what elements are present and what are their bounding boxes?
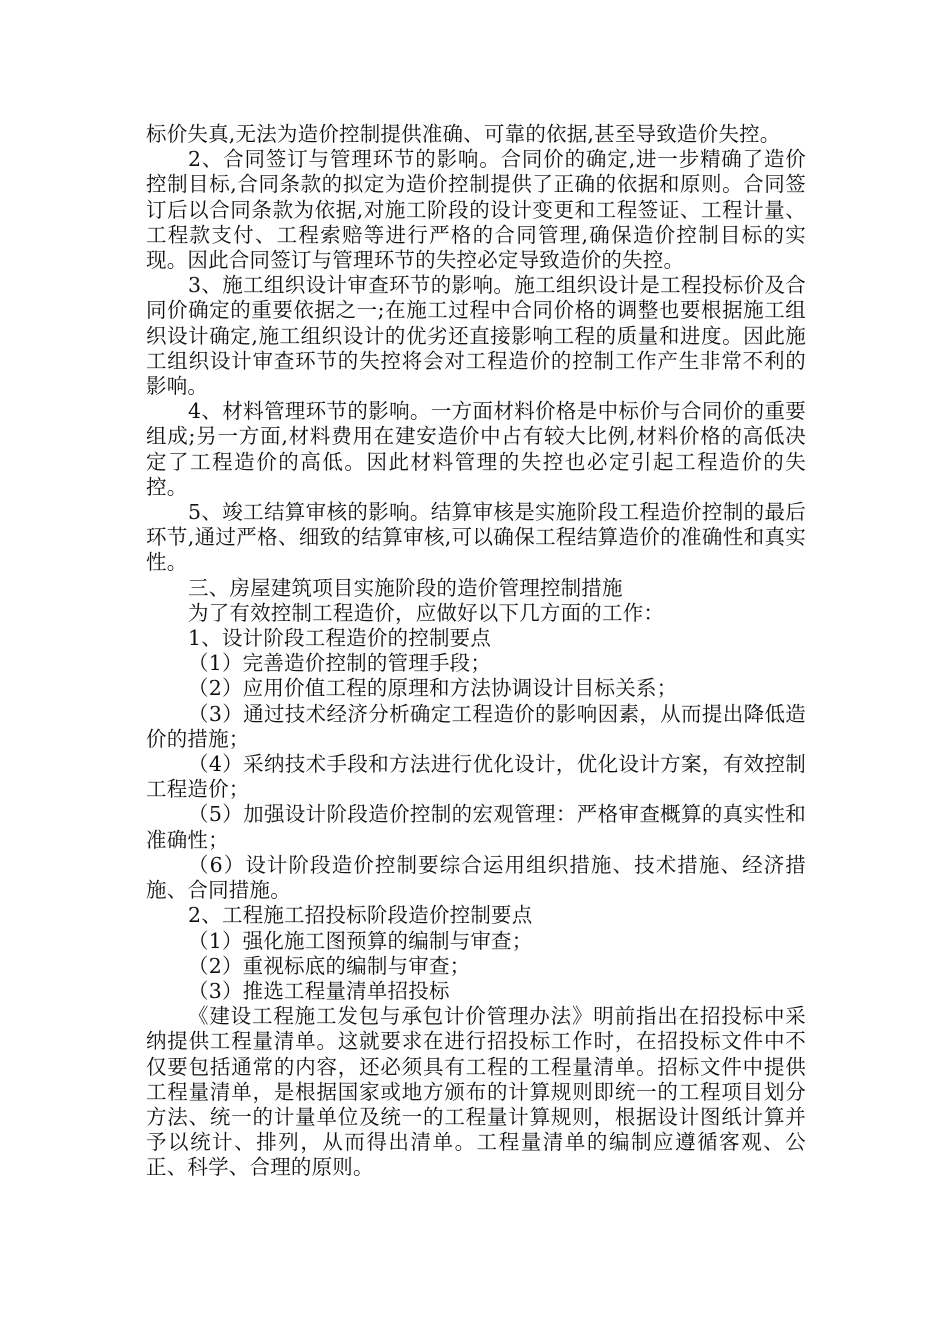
section-heading-3: 三、房屋建筑项目实施阶段的造价管理控制措施 <box>188 575 623 600</box>
list-item: （2）重视标底的编制与审查； <box>188 953 471 978</box>
list-item: （3）推选工程量清单招投标 <box>188 978 450 1003</box>
subheading-bidding-stage: 2、工程施工招投标阶段造价控制要点 <box>188 903 533 928</box>
list-item: （3）通过技术经济分析确定工程造价的影响因素，从而提出降低造价的措施； <box>146 701 806 751</box>
paragraph-construction-design-review: 3、施工组织设计审查环节的影响。施工组织设计是工程投标价及合同价确定的重要依据之一;在施工过程中合同价格的调整也要根据施工组织设计确定,施工组织设计的优劣还直接影响工程的质量和进度。因此施工组织设计审查环节的失控将会对工程造价的控制工作产生非常不利的影响。 <box>146 273 806 399</box>
list-item: （1）强化施工图预算的编制与审查； <box>188 928 533 953</box>
document-body <box>146 122 806 1181</box>
list-item: （6）设计阶段造价控制要综合运用组织措施、技术措施、经济措施、合同措施。 <box>146 852 806 903</box>
paragraph-settlement-audit: 5、竣工结算审核的影响。结算审核是实施阶段工程造价控制的最后环节,通过严格、细致的结算审核,可以确保工程结算造价的准确性和真实性。 <box>146 500 806 575</box>
list-item: （5）加强设计阶段造价控制的宏观管理：严格审查概算的真实性和准确性； <box>146 802 806 852</box>
paragraph-intro: 为了有效控制工程造价，应做好以下几方面的工作： <box>188 600 665 625</box>
list-item: （4）采纳技术手段和方法进行优化设计，优化设计方案，有效控制工程造价； <box>146 752 806 802</box>
list-item: （2）应用价值工程的原理和方法协调设计目标关系； <box>188 676 678 701</box>
subheading-design-stage: 1、设计阶段工程造价的控制要点 <box>188 626 492 651</box>
paragraph-material-management: 4、材料管理环节的影响。一方面材料价格是中标价与合同价的重要组成;另一方面,材料费用在建安造价中占有较大比例,材料价格的高低决定了工程造价的高低。因此材料管理的失控也必定引起工程造价的失控。 <box>146 399 806 499</box>
paragraph-bill-of-quantities: 《建设工程施工发包与承包计价管理办法》明前指出在招投标中采纳提供工程量清单。这就要求在进行招投标工作时，在招投标文件中不仅要包括通常的内容，还必须具有工程的工程量清单。招标文件中提供工程量清单，是根据国家或地方颁布的计算规则即统一的工程项目划分方法、统一的计量单位及统一的工程量计算规则，根据设计图纸计算并予以统计、排列，从而得出清单。工程量清单的编制应遵循客观、公正、科学、合理的原则。 <box>146 1004 806 1180</box>
paragraph-contract-management: 2、合同签订与管理环节的影响。合同价的确定,进一步精确了造价控制目标,合同条款的拟定为造价控制提供了正确的依据和原则。合同签订后以合同条款为依据,对施工阶段的设计变更和工程签证、工程计量、工程款支付、工程索赔等进行严格的合同管理,确保造价控制目标的实现。因此合同签订与管理环节的失控必定导致造价的失控。 <box>146 147 806 273</box>
paragraph-continuation: 标价失真,无法为造价控制提供准确、可靠的依据,甚至导致造价失控。 <box>146 122 781 146</box>
list-item: （1）完善造价控制的管理手段； <box>188 651 492 676</box>
